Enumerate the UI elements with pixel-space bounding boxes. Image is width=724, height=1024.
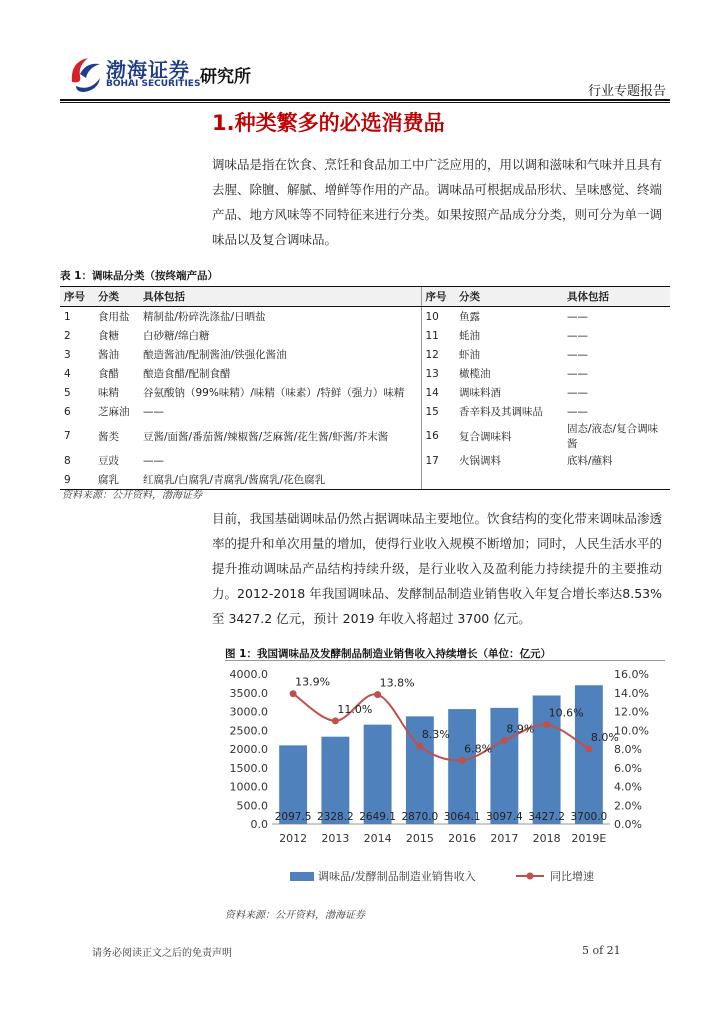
y-right-tick-label: 4.0% bbox=[614, 780, 642, 794]
company-name: 渤海证券 bbox=[106, 58, 190, 82]
bar-value-label: 2097.5 bbox=[274, 811, 312, 823]
growth-rate-point bbox=[332, 717, 339, 724]
table-row bbox=[60, 383, 670, 402]
cell-index-2: 12 bbox=[421, 345, 455, 364]
cell-category-2: 香辛料及其调味品 bbox=[459, 406, 543, 418]
cell-details: 红腐乳/白腐乳/青腐乳/酱腐乳/花色腐乳 bbox=[139, 470, 421, 490]
x-tick-label: 2018 bbox=[532, 832, 561, 845]
company-name-en: BOHAI SECURITIES bbox=[106, 79, 201, 89]
revenue-growth-chart bbox=[220, 664, 670, 900]
cell-details: 豆酱/面酱/番茄酱/辣椒酱/芝麻酱/花生酱/虾酱/芥末酱 bbox=[143, 430, 389, 443]
cell-details-2: —— bbox=[567, 405, 588, 418]
cell-details-2: —— bbox=[567, 310, 588, 323]
growth-rate-point bbox=[585, 746, 592, 753]
cell-details: 谷氨酸钠（99%味精）/味精（味素）/特鲜（强力）味精 bbox=[143, 387, 405, 399]
growth-rate-point bbox=[374, 691, 381, 698]
bohai-logo-icon bbox=[66, 52, 104, 94]
cell-index-2: 10 bbox=[421, 307, 455, 327]
table-row bbox=[60, 345, 670, 364]
x-tick-label: 2014 bbox=[363, 832, 392, 845]
legend-line-marker bbox=[527, 873, 534, 880]
cell-category-2: 橄榄油 bbox=[459, 368, 491, 380]
y-left-tick-label: 3000.0 bbox=[229, 705, 268, 719]
y-left-tick-label: 500.0 bbox=[236, 799, 268, 813]
x-tick-label: 2019E bbox=[571, 832, 607, 845]
cell-index: 6 bbox=[64, 405, 71, 418]
y-left-tick-label: 0.0 bbox=[250, 818, 268, 831]
growth-rate-label: 10.6% bbox=[548, 706, 584, 720]
growth-rate-label: 13.9% bbox=[295, 675, 331, 689]
legend-bar-label: 调味品/发酵制品制造业销售收入 bbox=[318, 870, 476, 883]
cell-category: 豆豉 bbox=[98, 455, 119, 467]
seasoning-classification-table bbox=[60, 286, 670, 490]
cell-index: 2 bbox=[64, 329, 71, 342]
cell-index-2: 11 bbox=[421, 326, 455, 345]
cell-category-2: 蚝油 bbox=[459, 330, 480, 342]
cell-details-2: 底料/蘸料 bbox=[567, 455, 613, 467]
y-left-tick-label: 2000.0 bbox=[229, 743, 268, 756]
x-tick-label: 2017 bbox=[490, 832, 519, 845]
cell-details-2: —— bbox=[567, 329, 588, 342]
growth-rate-label: 8.9% bbox=[506, 722, 535, 736]
y-left-tick-label: 1000.0 bbox=[229, 780, 268, 794]
header-index-2: 序号 bbox=[421, 287, 455, 307]
y-left-tick-label: 4000.0 bbox=[229, 668, 268, 681]
cell-index: 9 bbox=[60, 470, 94, 490]
y-right-tick-label: 16.0% bbox=[614, 668, 649, 681]
cell-details-2: 固态/液态/复合调味酱 bbox=[567, 423, 659, 450]
y-right-tick-label: 14.0% bbox=[614, 686, 649, 700]
cell-details-2: —— bbox=[567, 386, 588, 399]
cell-index: 7 bbox=[64, 430, 71, 442]
table-caption: 表 1：调味品分类（按终端产品） bbox=[60, 270, 218, 282]
header-category-2: 分类 bbox=[455, 287, 563, 307]
cell-details: 酿造酱油/配制酱油/铁强化酱油 bbox=[143, 349, 287, 361]
cell-category: 芝麻油 bbox=[98, 406, 130, 418]
y-left-tick-label: 3500.0 bbox=[229, 686, 268, 700]
x-tick-label: 2016 bbox=[448, 832, 477, 845]
growth-paragraph: 目前，我国基础调味品仍然占据调味品主要地位。饮食结构的变化带来调味品渗透率的提升和单次用量的增加，使得行业收入规模不断增加；同时，人民生活水平的提升推动调味品产品结构持续升级，是行业收入及盈利能力持续提升的主要推动力。2012-2018 年我国调味品、发酵制品制造业销售收入年复合增长率达8.53%至 3427.2 亿元，预计 2019 年收入将超过 3700 亿元。 bbox=[212, 511, 663, 626]
x-tick-label: 2013 bbox=[321, 832, 350, 845]
cell-index: 1 bbox=[64, 310, 71, 323]
cell-details-2: —— bbox=[567, 348, 588, 361]
header-details-2: 具体包括 bbox=[563, 287, 670, 307]
header-rule-thin bbox=[60, 102, 670, 103]
cell-category: 酱油 bbox=[98, 349, 119, 361]
x-tick-label: 2015 bbox=[405, 832, 434, 845]
growth-rate-label: 8.0% bbox=[590, 731, 619, 744]
bar bbox=[448, 709, 476, 824]
cell-details: 酿造食醋/配制食醋 bbox=[143, 368, 231, 380]
bar bbox=[364, 725, 392, 824]
cell-category-2 bbox=[455, 470, 563, 490]
bar-value-label: 2328.2 bbox=[317, 811, 354, 823]
cell-index-2: 17 bbox=[421, 451, 455, 470]
institute-name: 研究所 bbox=[200, 67, 251, 87]
table-row bbox=[60, 307, 670, 327]
growth-rate-point bbox=[543, 721, 550, 728]
cell-category: 食糖 bbox=[98, 330, 119, 342]
y-right-tick-label: 6.0% bbox=[614, 761, 642, 775]
bar-value-label: 2870.0 bbox=[401, 811, 439, 823]
y-right-tick-label: 12.0% bbox=[614, 705, 649, 719]
cell-index: 5 bbox=[64, 386, 71, 399]
growth-rate-point bbox=[416, 743, 423, 750]
cell-category: 酱类 bbox=[98, 430, 119, 443]
bar-value-label: 2649.1 bbox=[359, 811, 396, 823]
cell-category: 腐乳 bbox=[94, 470, 139, 490]
cell-category-2: 调味料酒 bbox=[459, 387, 501, 399]
cell-index-2: 14 bbox=[421, 383, 455, 402]
section-title: 1.种类繁多的必选消费品 bbox=[212, 111, 445, 135]
header-details: 具体包括 bbox=[139, 287, 421, 307]
legend-line-label: 同比增速 bbox=[550, 870, 594, 883]
y-right-tick-label: 10.0% bbox=[614, 724, 649, 738]
cell-details-2: —— bbox=[567, 367, 588, 380]
cell-index: 3 bbox=[64, 348, 71, 361]
bar-value-label: 3427.2 bbox=[528, 811, 565, 823]
table-row bbox=[60, 326, 670, 345]
cell-details-2 bbox=[563, 470, 670, 490]
header-rule bbox=[60, 99, 670, 101]
cell-category: 食醋 bbox=[98, 368, 119, 380]
cell-details: 白砂糖/绵白糖 bbox=[143, 330, 210, 342]
table-row bbox=[60, 364, 670, 383]
cell-category-2: 火锅调料 bbox=[459, 455, 501, 467]
figure-caption: 图 1：我国调味品及发酵制品制造业销售收入持续增长（单位：亿元） bbox=[225, 648, 551, 660]
legend-bar-swatch bbox=[290, 872, 314, 881]
header-index: 序号 bbox=[60, 287, 94, 307]
cell-index-2: 16 bbox=[421, 421, 455, 451]
table-row bbox=[60, 402, 670, 421]
y-right-tick-label: 8.0% bbox=[614, 743, 642, 756]
cell-details: —— bbox=[143, 405, 164, 418]
bar-value-label: 3064.1 bbox=[443, 811, 481, 823]
figure-caption-rule bbox=[225, 660, 665, 661]
cell-details: —— bbox=[143, 454, 164, 467]
y-right-tick-label: 0.0% bbox=[614, 818, 642, 831]
cell-index: 4 bbox=[64, 367, 71, 380]
figure-source: 资料来源：公开资料，渤海证券 bbox=[225, 910, 365, 921]
bar-value-label: 3097.4 bbox=[486, 811, 523, 823]
cell-index-2: 15 bbox=[421, 402, 455, 421]
y-right-tick-label: 2.0% bbox=[614, 799, 642, 813]
growth-rate-point bbox=[501, 737, 508, 744]
page-number: 5 of 21 bbox=[582, 944, 621, 957]
report-type: 行业专题报告 bbox=[587, 84, 666, 99]
growth-rate-label: 8.3% bbox=[421, 728, 450, 742]
x-tick-label: 2012 bbox=[279, 832, 308, 845]
growth-rate-point bbox=[459, 757, 466, 764]
table-source: 资料来源：公开资料，渤海证券 bbox=[62, 490, 202, 501]
table-row bbox=[60, 451, 670, 470]
header-category: 分类 bbox=[94, 287, 139, 307]
table-header-row bbox=[60, 287, 670, 307]
cell-category: 食用盐 bbox=[98, 311, 130, 323]
growth-rate-label: 13.8% bbox=[379, 676, 415, 690]
cell-index-2 bbox=[421, 470, 455, 490]
table-row bbox=[60, 421, 670, 451]
cell-index: 8 bbox=[64, 454, 71, 467]
y-left-tick-label: 1500.0 bbox=[229, 761, 268, 775]
cell-details: 精制盐/粉碎洗涤盐/日晒盐 bbox=[143, 311, 266, 323]
growth-rate-point bbox=[290, 690, 297, 697]
growth-rate-label: 11.0% bbox=[337, 702, 373, 716]
cell-category-2: 虾油 bbox=[459, 349, 480, 361]
cell-index-2: 13 bbox=[421, 364, 455, 383]
y-left-tick-label: 2500.0 bbox=[229, 724, 268, 738]
footer-disclaimer: 请务必阅读正文之后的免责声明 bbox=[92, 948, 232, 959]
growth-rate-label: 6.8% bbox=[464, 742, 493, 756]
intro-paragraph: 调味品是指在饮食、烹饪和食品加工中广泛应用的，用以调和滋味和气味并且具有去腥、除膻、解腻、增鲜等作用的产品。调味品可根据成品形状、呈味感觉、终端产品、地方风味等不同特征来进行分类。如果按照产品成分分类，则可分为单一调味品以及复合调味品。 bbox=[212, 157, 663, 247]
cell-category: 味精 bbox=[98, 387, 119, 399]
bar-value-label: 3700.0 bbox=[570, 811, 608, 823]
cell-category-2: 复合调味料 bbox=[459, 430, 512, 443]
cell-category-2: 鱼露 bbox=[459, 311, 480, 323]
